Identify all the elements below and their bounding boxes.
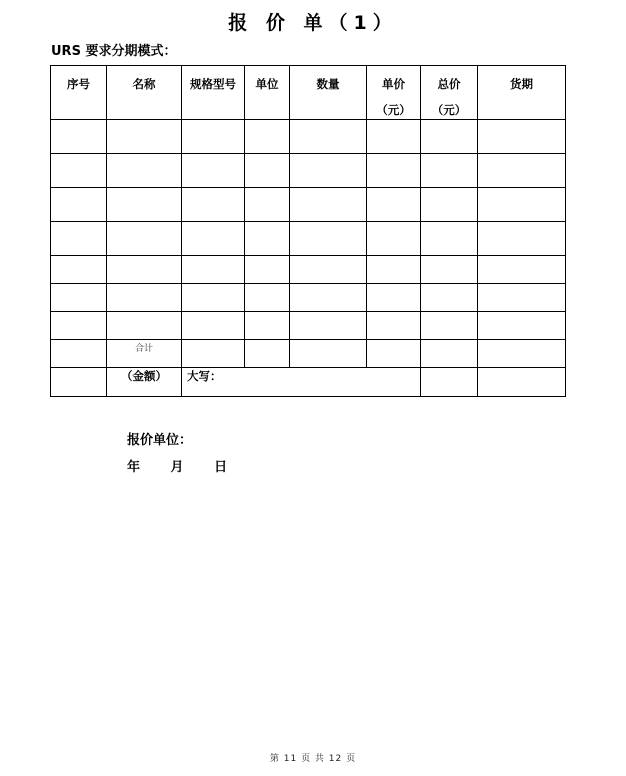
header-spec-model: 规格型号 bbox=[182, 66, 245, 120]
table-row bbox=[51, 154, 566, 188]
header-unit: 单位 bbox=[245, 66, 290, 120]
header-delivery: 货期 bbox=[478, 66, 566, 120]
amount-capital-label: 大写： bbox=[182, 368, 421, 397]
table-row bbox=[51, 284, 566, 312]
month-label: 月 bbox=[170, 460, 184, 475]
sum-label: 合计 bbox=[107, 340, 182, 368]
quote-table bbox=[50, 65, 566, 397]
header-index: 序号 bbox=[51, 66, 107, 120]
page-number: 第 11 页 共 12 页 bbox=[269, 754, 357, 764]
day-label: 日 bbox=[214, 460, 228, 475]
amount-label: （金额） bbox=[107, 368, 182, 397]
header-unit-price: 单价 （元） bbox=[367, 66, 421, 120]
urs-installment-label: URS 要求分期模式： bbox=[51, 44, 177, 59]
year-label: 年 bbox=[127, 460, 141, 475]
document-title: 报 价 单（1） bbox=[228, 12, 398, 34]
table-header-row bbox=[51, 66, 566, 120]
table-row bbox=[51, 188, 566, 222]
header-name: 名称 bbox=[107, 66, 182, 120]
header-quantity: 数量 bbox=[290, 66, 367, 120]
table-row bbox=[51, 312, 566, 340]
table-row bbox=[51, 120, 566, 154]
table-row bbox=[51, 256, 566, 284]
header-total-price: 总价 （元） bbox=[421, 66, 478, 120]
amount-row bbox=[51, 368, 566, 397]
quoter-label: 报价单位： bbox=[127, 433, 193, 448]
sum-row bbox=[51, 340, 566, 368]
date-line bbox=[127, 456, 227, 475]
table-row bbox=[51, 222, 566, 256]
